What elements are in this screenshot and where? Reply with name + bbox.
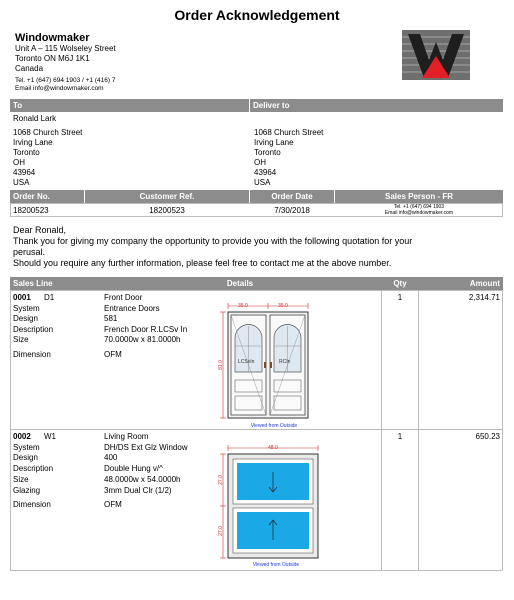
deliver-to-header: Deliver to: [250, 99, 503, 112]
item-value: Entrance Doors: [104, 304, 160, 313]
customer-ref-value: 18200523: [149, 206, 185, 215]
letter-line: Should you require any further information, please feel free to contact me at the above number.: [13, 258, 392, 268]
customer-ref-header: Customer Ref.: [139, 192, 195, 201]
item-label: Dimension: [13, 500, 51, 509]
dimension-label: 27.0: [217, 475, 224, 485]
deliver-address-line: 1068 Church Street: [254, 128, 324, 137]
letter-line: Thank you for giving my company the opportunity to provide you with the following quotation for your: [13, 236, 413, 246]
item-label: System: [13, 304, 40, 313]
window-drawing: [218, 442, 324, 562]
item-code: D1: [44, 293, 55, 302]
to-address-line: 1068 Church Street: [13, 128, 83, 137]
letter-line: perusal.: [13, 247, 46, 257]
to-header: To: [10, 99, 249, 112]
letter-greeting: Dear Ronald,: [13, 225, 67, 235]
row-divider: [10, 429, 503, 430]
item-label: Size: [13, 475, 29, 484]
table-row: [13, 432, 31, 442]
to-name: Ronald Lark: [13, 114, 57, 123]
line-number: 0002: [13, 432, 31, 441]
deliver-address-line: Irving Lane: [254, 138, 294, 147]
sales-person-header: Sales Person - FR: [384, 192, 454, 201]
sales-tel: Tel. +1 (647) 694 1903: [393, 204, 445, 210]
view-caption: Viewed from Outside: [252, 562, 300, 568]
item-value: 3mm Dual Clr (1/2): [104, 486, 172, 495]
item-name: Front Door: [104, 293, 143, 302]
item-label: Description: [13, 464, 54, 473]
item-amount: 2,314.71: [468, 293, 500, 302]
item-amount: 650.23: [475, 432, 500, 441]
to-address-line: Irving Lane: [13, 138, 53, 147]
item-label: Description: [13, 325, 54, 334]
deliver-address-line: USA: [254, 178, 271, 187]
details-header: Details: [226, 279, 254, 288]
item-value: 70.0000w x 81.0000h: [104, 335, 181, 344]
item-value: 400: [104, 453, 118, 462]
to-address-line: OH: [13, 158, 25, 167]
item-label: Dimension: [13, 350, 51, 359]
table-row: [13, 293, 31, 303]
to-address-line: USA: [13, 178, 30, 187]
view-caption: Viewed from Outside: [250, 423, 298, 429]
item-value: OFM: [104, 350, 122, 359]
company-tel: Tel. +1 (647) 694 1903 / +1 (416) 7: [15, 77, 116, 84]
column-divider: [381, 290, 382, 571]
line-number: 0001: [13, 293, 31, 302]
dimension-label: 81.0: [217, 360, 224, 370]
order-date-value: 7/30/2018: [274, 206, 310, 215]
dimension-label: 35.0: [238, 303, 248, 309]
page-title: Order Acknowledgement: [174, 7, 340, 23]
item-value: OFM: [104, 500, 122, 509]
company-address-line: Canada: [15, 64, 44, 73]
item-label: Design: [13, 453, 38, 462]
item-label: System: [13, 443, 40, 452]
item-value: DH/DS Ext Glz Window: [104, 443, 188, 452]
dimension-label: 35.0: [278, 303, 288, 309]
item-name: Living Room: [104, 432, 149, 441]
item-label: Size: [13, 335, 29, 344]
company-email: Email info@windowmaker.com: [15, 85, 104, 92]
item-label: Design: [13, 314, 38, 323]
panel-label: LCSvIn: [238, 359, 255, 365]
company-name: Windowmaker: [15, 32, 90, 44]
item-code: W1: [44, 432, 56, 441]
deliver-address-line: Toronto: [254, 148, 281, 157]
deliver-address-line: 43964: [254, 168, 277, 177]
item-value: 581: [104, 314, 118, 323]
qty-header: Qty: [393, 279, 407, 288]
company-logo: [402, 30, 470, 80]
item-qty: 1: [397, 432, 403, 441]
company-address-line: Toronto ON M6J 1K1: [15, 54, 90, 63]
order-date-header: Order Date: [271, 192, 313, 201]
item-value: 48.0000w x 54.0000h: [104, 475, 181, 484]
amount-header: Amount: [469, 279, 500, 288]
to-address-line: 43964: [13, 168, 36, 177]
item-value: French Door R.LCSv In: [104, 325, 188, 334]
dimension-label: 48.0: [268, 445, 278, 451]
to-address-line: Toronto: [13, 148, 40, 157]
company-address-line: Unit A – 115 Wolseley Street: [15, 44, 116, 53]
dimension-label: 27.0: [217, 526, 224, 536]
item-qty: 1: [397, 293, 403, 302]
item-value: Double Hung v/^: [104, 464, 163, 473]
order-no-value: 18200523: [13, 206, 49, 215]
column-divider: [418, 290, 419, 571]
sales-email: Email info@windowmaker.com: [384, 210, 454, 216]
item-label: Glazing: [13, 486, 41, 495]
order-no-header: Order No.: [13, 192, 50, 201]
front-door-drawing: [218, 300, 320, 422]
sales-line-header: Sales Line: [13, 279, 53, 288]
deliver-address-line: OH: [254, 158, 266, 167]
panel-label: RCIn: [279, 359, 291, 365]
